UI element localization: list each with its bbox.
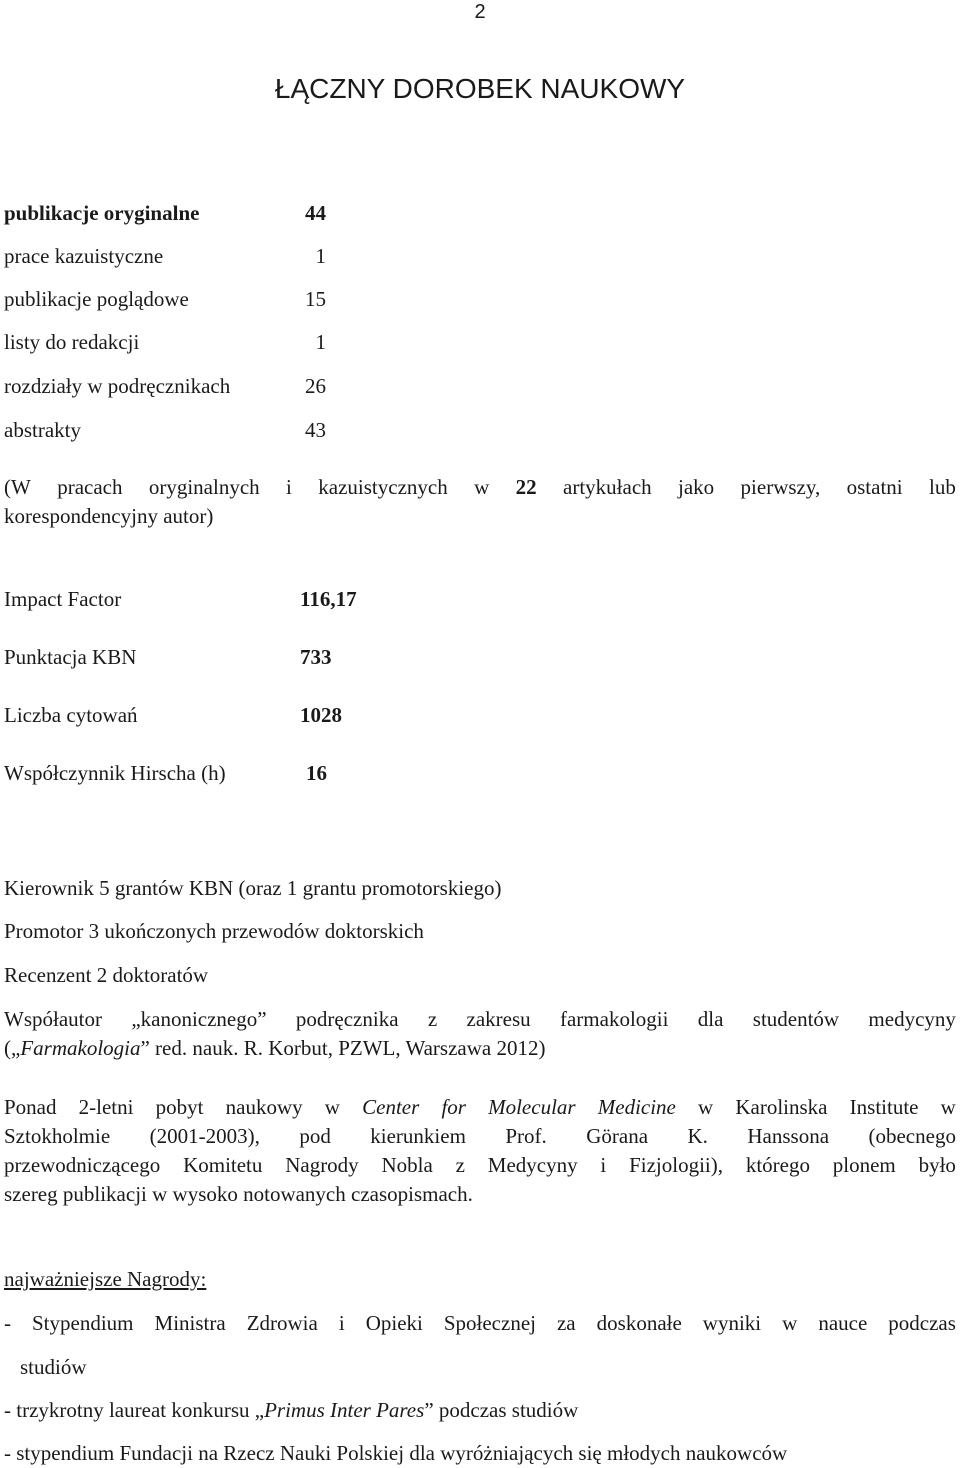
award-word: i [338,1311,345,1335]
note-word: w [474,475,490,499]
institution-name: Center [362,1095,420,1119]
publication-label: prace kazuistyczne [4,244,164,268]
stay-word: było [918,1153,956,1177]
award-word: - [4,1311,11,1335]
institution-name: for [441,1095,466,1119]
stay-word: Komitetu [183,1153,263,1177]
stay-word: Karolinska [735,1095,828,1119]
research-stay-paragraph [4,1093,956,1209]
note-line: korespondencyjny autor) [4,504,214,528]
page-number: 2 [474,1,486,23]
award-word: Stypendium [32,1311,134,1335]
page-title: ŁĄCZNY DOROBEK NAUKOWY [274,73,686,104]
stay-word: pod [299,1124,331,1148]
note-line [4,473,956,502]
metric-label: Impact Factor [4,587,122,611]
metric-value: 733 [300,645,332,669]
award-word: nauce [818,1311,868,1335]
note-word: pracach [57,475,123,499]
coauthor-text: („ [4,1036,21,1060]
publication-value: 43 [305,418,326,442]
coauthor-word: podręcznika [295,1007,399,1031]
publication-value: 15 [305,287,326,311]
stay-word: pobyt [155,1095,204,1119]
grants-text: Kierownik 5 grantów KBN (oraz 1 grantu promotorskiego) [4,876,502,900]
awards-heading: najważniejsze Nagrody: [4,1267,207,1291]
metric-value: 16 [306,761,327,785]
coauthor-word: farmakologii [559,1007,669,1031]
stay-word: Medycyny [487,1153,578,1177]
stay-word: K. [687,1124,708,1148]
stay-word: z [455,1153,465,1177]
stay-word: Fizjologii), [629,1153,723,1177]
stay-word: Sztokholmie [4,1124,111,1148]
note-word: 22 [515,475,537,499]
note-word: lub [929,475,956,499]
authorship-note [4,473,956,531]
stay-word: kierunkiem [370,1124,466,1148]
competition-name: Primus Inter Pares [264,1398,425,1422]
stay-word: plonem [832,1153,896,1177]
institution-name: Molecular [488,1095,576,1119]
reviewer-text: Recenzent 2 doktoratów [4,963,209,987]
coauthor-word: „kanonicznego” [131,1007,267,1031]
award-word: Społecznej [443,1311,536,1335]
award-word: za [556,1311,576,1335]
coauthor-line [4,1034,956,1063]
note-word: ostatni [846,475,903,499]
publication-value: 1 [315,330,326,354]
stay-word: 2-letni [78,1095,134,1119]
award-word: Ministra [154,1311,226,1335]
award-item: - stypendium Fundacji na Rzecz Nauki Polskiej dla wyróżniających się młodych naukowców [4,1441,788,1465]
award-word: w [782,1311,798,1335]
coauthor-text: ” red. nauk. R. Korbut, PZWL, Warszawa 2012) [140,1036,546,1060]
stay-word: przewodniczącego [4,1153,161,1177]
metric-label: Liczba cytowań [4,703,138,727]
coauthor-paragraph [4,1005,956,1063]
stay-word: (2001-2003), [149,1124,260,1148]
award-text: - trzykrotny laureat konkursu „ [4,1398,265,1422]
coauthor-word: Współautor [4,1007,102,1031]
award-word: Opieki [365,1311,423,1335]
publication-value: 26 [305,374,326,398]
note-word: kazuistycznych [318,475,448,499]
coauthor-line [4,1005,956,1034]
promotor-text: Promotor 3 ukończonych przewodów doktorskich [4,919,424,943]
stay-word: Prof. [505,1124,547,1148]
publication-label: publikacje oryginalne [4,201,200,225]
publication-value: 1 [315,244,326,268]
metric-value: 1028 [300,703,342,727]
note-word: i [286,475,292,499]
book-title: Farmakologia [20,1036,141,1060]
stay-line [4,1151,956,1180]
note-word: oryginalnych [148,475,260,499]
stay-word: Ponad [4,1095,57,1119]
publication-label: rozdziały w podręcznikach [4,374,231,398]
stay-word: Hanssona [747,1124,830,1148]
publication-label: listy do redakcji [4,330,140,354]
award-word: wyniki [702,1311,762,1335]
coauthor-word: studentów [752,1007,840,1031]
stay-word: naukowy [225,1095,303,1119]
stay-word: w [940,1095,956,1119]
award-word: podczas [888,1311,956,1335]
coauthor-word: medycyny [868,1007,956,1031]
stay-line [4,1093,956,1122]
award-item [4,1309,956,1338]
stay-word: Institute [849,1095,919,1119]
award-word: Zdrowia [246,1311,318,1335]
note-word: artykułach [563,475,652,499]
note-word: jako [678,475,715,499]
stay-word: Nobla [381,1153,433,1177]
coauthor-word: zakresu [466,1007,531,1031]
publication-label: publikacje poglądowe [4,287,189,311]
stay-word: w [698,1095,714,1119]
stay-word: (obecnego [868,1124,956,1148]
award-line: studiów [20,1355,87,1379]
metric-label: Punktacja KBN [4,645,137,669]
coauthor-word: z [427,1007,438,1031]
publication-label: abstrakty [4,418,81,442]
stay-word: Görana [586,1124,649,1148]
stay-line: szereg publikacji w wysoko notowanych czasopismach. [4,1182,473,1206]
stay-word: Nagrody [285,1153,359,1177]
metric-label: Współczynnik Hirscha (h) [4,761,226,785]
award-line [4,1309,956,1338]
coauthor-word: dla [697,1007,724,1031]
publication-value: 44 [305,201,326,225]
metric-value: 116,17 [300,587,357,611]
stay-word: i [600,1153,607,1177]
stay-word: którego [745,1153,810,1177]
award-text: ” podczas studiów [424,1398,579,1422]
stay-line [4,1122,956,1151]
award-item [4,1397,578,1423]
award-word: doskonałe [596,1311,682,1335]
note-word: pierwszy, [740,475,821,499]
institution-name: Medicine [597,1095,676,1119]
note-word: (W [4,475,31,499]
stay-word: w [324,1095,340,1119]
